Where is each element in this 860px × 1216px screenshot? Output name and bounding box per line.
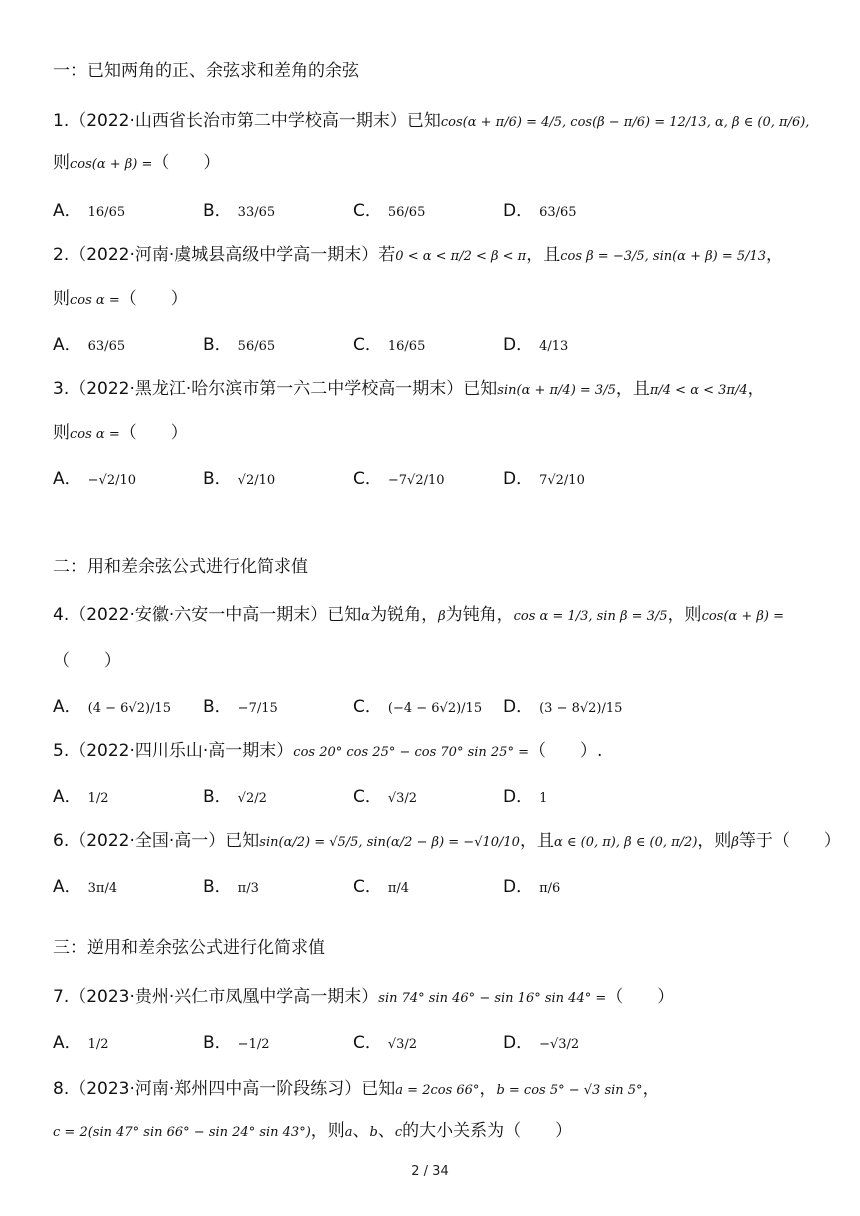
question-7-option-d[interactable]: D． −√3/2 <box>503 1033 580 1053</box>
question-3-stem-2: 则cos α =（ ） <box>53 423 188 443</box>
question-6-stem: 6.（2022·全国·高一）已知sin(α/2) = √5/5, sin(α/2 − β) = −√10/10，且α ∈ (0, π), β ∈ (0, π/2)，则β等于（ ） <box>53 831 841 851</box>
question-5-option-d[interactable]: D． 1 <box>503 787 548 807</box>
question-1-text: 1.（2022·山西省长治市第二中学校高一期末）已知 <box>53 111 441 131</box>
question-3-option-a[interactable]: A． −√2/10 <box>53 469 137 489</box>
question-3-option-d[interactable]: D． 7√2/10 <box>503 469 585 489</box>
question-7-math: sin 74° sin 46° − sin 16° sin 44° = <box>378 991 607 1006</box>
question-8-math-a: a = 2cos 66° <box>395 1083 480 1098</box>
question-7-stem: 7.（2023·贵州·兴仁市凤凰中学高一期末）sin 74° sin 46° − sin 16° sin 44° =（ ） <box>53 987 675 1007</box>
question-4-option-a[interactable]: A． (4 − 6√2)/15 <box>53 697 171 717</box>
page-number: 2 / 34 <box>411 1164 449 1179</box>
section-heading-2: 二：用和差余弦公式进行化简求值 <box>53 557 308 577</box>
question-2-stem: 2.（2022·河南·虞城县高级中学高一期末）若0 < α < π/2 < β < π，且cos β = −3/5, sin(α + β) = 5/13， <box>53 245 784 265</box>
question-7-option-b[interactable]: B． −1/2 <box>203 1033 270 1053</box>
question-8-math-c: c = 2(sin 47° sin 66° − sin 24° sin 43°) <box>53 1125 311 1140</box>
question-3-option-c[interactable]: C． −7√2/10 <box>353 469 445 489</box>
question-4-option-c[interactable]: C． (−4 − 6√2)/15 <box>353 697 483 717</box>
question-2-option-d[interactable]: D． 4/13 <box>503 335 569 355</box>
question-2-option-b[interactable]: B． 56/65 <box>203 335 276 355</box>
question-3-option-b[interactable]: B． √2/10 <box>203 469 276 489</box>
question-5-stem: 5.（2022·四川乐山·高一期末）cos 20° cos 25° − cos 70° sin 25° =（ ）. <box>53 741 603 761</box>
question-2-math: 0 < α < π/2 < β < π <box>395 249 527 264</box>
question-7-option-a[interactable]: A． 1/2 <box>53 1033 109 1053</box>
question-1-stem <box>53 106 809 131</box>
question-2-stem-2: 则cos α =（ ） <box>53 289 188 309</box>
question-8-math-b: b = cos 5° − √3 sin 5° <box>496 1083 643 1098</box>
question-1-stem-2 <box>53 148 220 173</box>
question-4-math: cos α = 1/3, sin β = 3/5 <box>513 609 668 624</box>
question-1-blank: （ ） <box>152 153 221 173</box>
question-5-option-a[interactable]: A． 1/2 <box>53 787 109 807</box>
question-5-option-c[interactable]: C． √3/2 <box>353 787 418 807</box>
question-2-option-c[interactable]: C． 16/65 <box>353 335 426 355</box>
question-1-option-a[interactable]: A． 16/65 <box>53 201 126 221</box>
question-6-option-d[interactable]: D． π/6 <box>503 877 561 897</box>
question-2-math-2: cos α = <box>70 293 120 308</box>
question-3-math-b: π/4 < α < 3π/4 <box>649 383 748 398</box>
question-4-stem-2: （ ） <box>53 651 121 671</box>
section-heading-1: 一：已知两角的正、余弦求和差角的余弦 <box>53 61 359 81</box>
section-heading-3: 三：逆用和差余弦公式进行化简求值 <box>53 938 325 958</box>
question-1-math: cos(α + π/6) = 4/5, cos(β − π/6) = 12/13, α, β ∈ (0, π/6), <box>440 115 810 130</box>
question-1-math-2: cos(α + β) = <box>70 157 153 172</box>
question-6-option-a[interactable]: A． 3π/4 <box>53 877 118 897</box>
question-5-option-b[interactable]: B． √2/2 <box>203 787 267 807</box>
question-1-option-d[interactable]: D． 63/65 <box>503 201 577 221</box>
question-2-option-a[interactable]: A． 63/65 <box>53 335 126 355</box>
question-1-option-b[interactable]: B． 33/65 <box>203 201 276 221</box>
question-1-option-c[interactable]: C． 56/65 <box>353 201 426 221</box>
question-4-option-d[interactable]: D． (3 − 8√2)/15 <box>503 697 623 717</box>
question-6-option-b[interactable]: B． π/3 <box>203 877 259 897</box>
question-4-option-b[interactable]: B． −7/15 <box>203 697 278 717</box>
question-8-stem: 8.（2023·河南·郑州四中高一阶段练习）已知a = 2cos 66°，b = cos 5° − √3 sin 5°， <box>53 1079 660 1099</box>
question-8-stem-2: c = 2(sin 47° sin 66° − sin 24° sin 43°)，则a、b、c的大小关系为（ ） <box>53 1121 573 1141</box>
question-6-option-c[interactable]: C． π/4 <box>353 877 410 897</box>
question-1-text-2: 则 <box>53 153 70 173</box>
question-5-math: cos 20° cos 25° − cos 70° sin 25° = <box>293 745 529 760</box>
question-7-option-c[interactable]: C． √3/2 <box>353 1033 418 1053</box>
question-6-math: sin(α/2) = √5/5, sin(α/2 − β) = −√10/10 <box>259 835 520 850</box>
question-4-stem: 4.（2022·安徽·六安一中高一期末）已知α为锐角，β为钝角，cos α = 1/3, sin β = 3/5，则cos(α + β) = <box>53 605 784 625</box>
question-2-math-b: cos β = −3/5, sin(α + β) = 5/13 <box>560 249 767 264</box>
question-3-math: sin(α + π/4) = 3/5 <box>497 383 616 398</box>
question-3-stem: 3.（2022·黑龙江·哈尔滨市第一六二中学校高一期末）已知sin(α + π/4) = 3/5，且π/4 < α < 3π/4， <box>53 379 765 399</box>
question-3-math-2: cos α = <box>70 427 120 442</box>
